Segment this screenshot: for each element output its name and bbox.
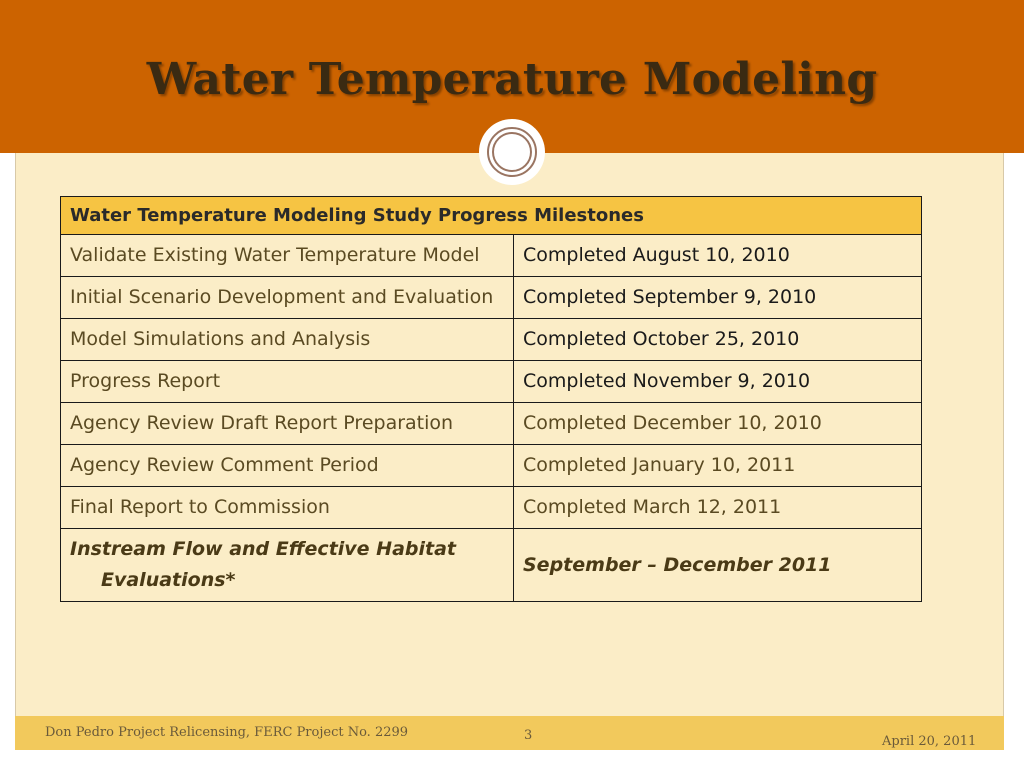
status-cell: Completed December 10, 2010 [514,403,922,445]
circle-ornament-icon [479,119,545,185]
task-cell: Progress Report [70,370,221,392]
task-cell: Initial Scenario Development and Evaluation [70,286,494,308]
table-row [61,277,922,319]
slide-title: Water Temperature Modeling [146,54,878,105]
status-cell: Completed August 10, 2010 [514,235,922,277]
status-cell: Completed January 10, 2011 [514,445,922,487]
table-row [61,319,922,361]
table-row [61,361,922,403]
task-cell: Agency Review Draft Report Preparation [70,412,454,434]
table-row [61,445,922,487]
task-cell: Instream Flow and Effective Habitat Evaluations* [70,538,457,591]
task-cell: Validate Existing Water Temperature Model [70,244,480,266]
status-cell: Completed September 9, 2010 [514,277,922,319]
status-cell: Completed October 25, 2010 [514,319,922,361]
table-row [61,529,922,602]
milestones-table [60,196,922,602]
page-number: 3 [524,728,533,743]
table-row [61,403,922,445]
task-cell: Model Simulations and Analysis [70,328,371,350]
task-cell: Agency Review Comment Period [70,454,379,476]
task-cell: Final Report to Commission [70,496,330,518]
status-cell: Completed November 9, 2010 [514,361,922,403]
status-cell: Completed March 12, 2011 [514,487,922,529]
footer-date: April 20, 2011 [882,734,977,749]
footer-project: Don Pedro Project Relicensing, FERC Project No. 2299 [45,725,409,740]
table-row [61,235,922,277]
status-cell: September – December 2011 [514,529,922,602]
table-header: Water Temperature Modeling Study Progress Milestones [61,197,922,235]
table-header-row [61,197,922,235]
table-row [61,487,922,529]
